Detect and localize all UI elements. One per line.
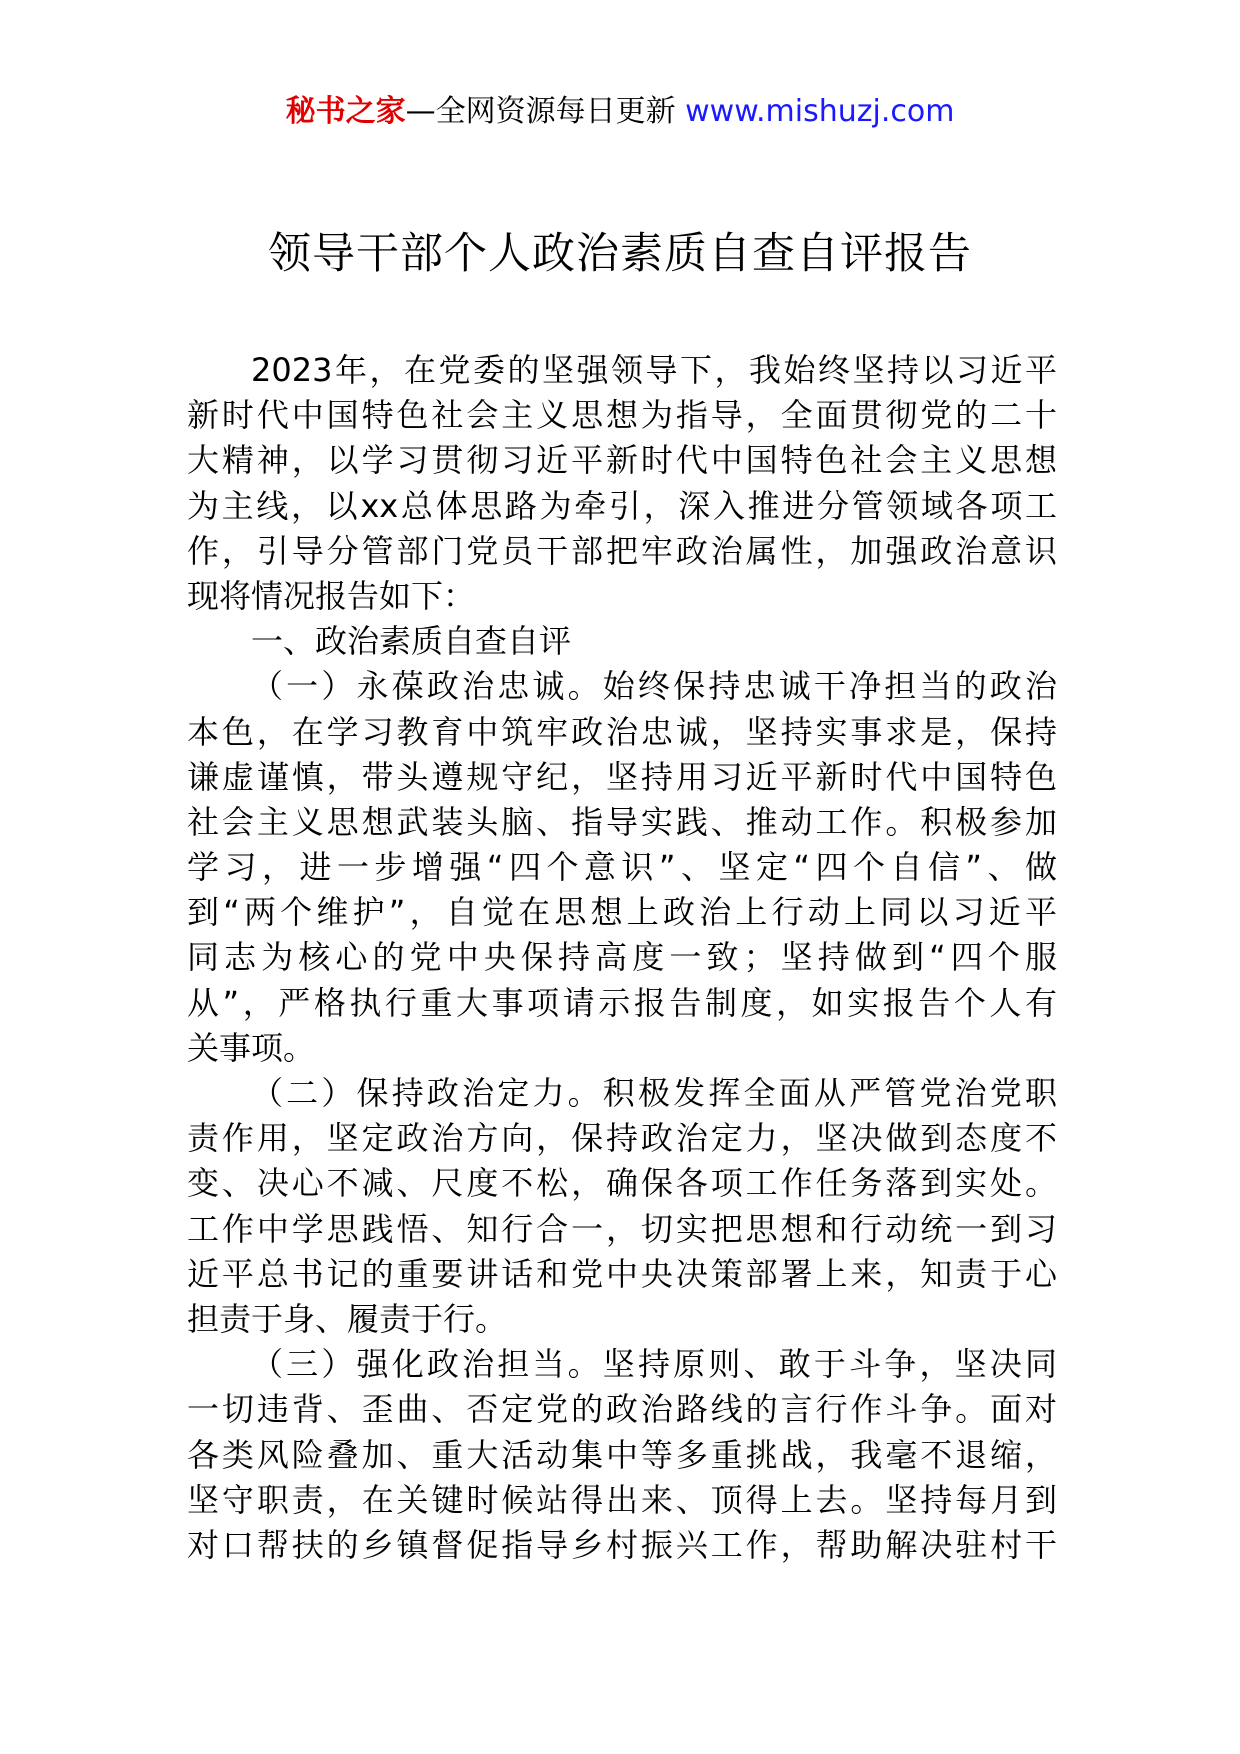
- paragraph-line: 本色，在学习教育中筑牢政治忠诚，坚持实事求是，保持: [187, 712, 1057, 751]
- paragraph-line: 作，引导分管部门党员干部把牢政治属性，加强政治意识: [187, 531, 1057, 570]
- paragraph-line: 新时代中国特色社会主义思想为指导，全面贯彻党的二十: [187, 396, 1057, 435]
- brand-name: 秘书之家: [285, 94, 406, 129]
- document-title: 领导干部个人政治素质自查自评报告: [268, 229, 972, 279]
- paragraph-line: 坚守职责，在关键时候站得出来、顶得上去。坚持每月到: [187, 1480, 1057, 1519]
- paragraph-line: 谦虚谨慎，带头遵规守纪，坚持用习近平新时代中国特色: [187, 757, 1057, 796]
- paragraph-line: 学习，进一步增强“四个意识”、坚定“四个自信”、做: [187, 848, 1057, 887]
- paragraph-line: 社会主义思想武装头脑、指导实践、推动工作。积极参加: [187, 802, 1057, 841]
- paragraph-line: 2023年，在党委的坚强领导下，我始终坚持以习近平: [251, 351, 1057, 389]
- paragraph-line: 从”，严格执行重大事项请示报告制度，如实报告个人有: [187, 983, 1057, 1022]
- paragraph-line: 担责于身、履责于行。: [187, 1299, 508, 1338]
- paragraph-line: 近平总书记的重要讲话和党中央决策部署上来，知责于心: [187, 1254, 1057, 1293]
- section-heading: 一、政治素质自查自评: [251, 622, 572, 661]
- paragraph-line: 责作用，坚定政治方向，保持政治定力，坚决做到态度不: [187, 1119, 1057, 1158]
- paragraph-line: 大精神，以学习贯彻习近平新时代中国特色社会主义思想: [187, 441, 1057, 480]
- paragraph-line: 各类风险叠加、重大活动集中等多重挑战，我毫不退缩，: [187, 1435, 1057, 1474]
- paragraph-line: 同志为核心的党中央保持高度一致；坚持做到“四个服: [187, 938, 1057, 977]
- paragraph-line: （一）永葆政治忠诚。始终保持忠诚干净担当的政治: [251, 667, 1057, 706]
- site-url-link[interactable]: www.mishuzj.com: [685, 94, 955, 129]
- paragraph-line: 为主线，以xx总体思路为牵引，深入推进分管领域各项工: [187, 486, 1057, 525]
- paragraph-line: 对口帮扶的乡镇督促指导乡村振兴工作，帮助解决驻村干: [187, 1525, 1057, 1564]
- paragraph-line: 一切违背、歪曲、否定党的政治路线的言行作斗争。面对: [187, 1390, 1057, 1429]
- paragraph-line: 工作中学思践悟、知行合一，切实把思想和行动统一到习: [187, 1209, 1057, 1248]
- paragraph-line: 到“两个维护”，自觉在思想上政治上行动上同以习近平: [187, 893, 1057, 932]
- site-header: [0, 92, 1240, 132]
- paragraph-line: （三）强化政治担当。坚持原则、敢于斗争，坚决同: [251, 1345, 1057, 1384]
- document-body: [187, 348, 1057, 1568]
- paragraph-line: 关事项。: [187, 1028, 316, 1067]
- paragraph-line: 变、决心不减、尺度不松，确保各项工作任务落到实处。: [187, 1164, 1057, 1203]
- paragraph-line: （二）保持政治定力。积极发挥全面从严管党治党职: [251, 1074, 1057, 1112]
- paragraph-line: 现将情况报告如下：: [187, 576, 476, 615]
- header-tagline: —全网资源每日更新: [405, 94, 686, 129]
